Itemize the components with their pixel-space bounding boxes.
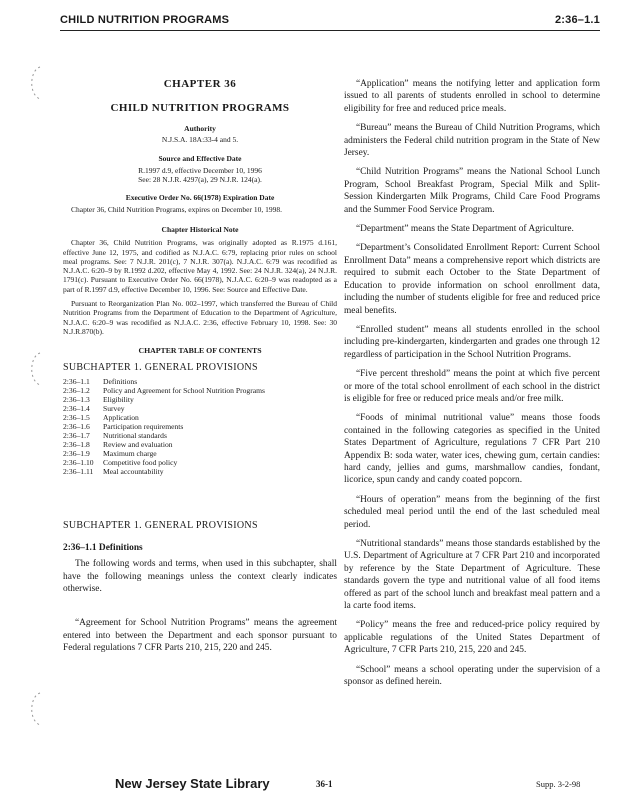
section-heading: 2:36–1.1 Definitions (63, 543, 143, 554)
supplement-date: Supp. 3-2-98 (536, 779, 581, 789)
definition-paragraph: “Department’s Consolidated Enrollment Report: Current School Enrollment Data” means a comprehensive report which districts are required to submit each October to the State Department of Education to provide information on school enrollment data, including the number of students eligible for free and reduced price meal benefits. (344, 243, 600, 316)
executive-order-heading: Executive Order No. 66(1978) Expiration Date (125, 193, 275, 202)
toc-entry[interactable]: 2:36–1.10 Competitive food policy (63, 458, 178, 468)
authority-text: N.J.S.A. 18A:33-4 and 5. (161, 135, 239, 144)
executive-order-text: Chapter 36, Child Nutrition Programs, expires on December 10, 1998. (71, 205, 283, 214)
binder-hole-mark (24, 690, 48, 728)
toc-entry[interactable]: 2:36–1.9 Maximum charge (63, 449, 157, 459)
binder-hole-mark (24, 350, 48, 388)
definition-paragraph: “Agreement for School Nutrition Programs” means the agreement entered into between the Department and each sponsor pursuant to Federal regulations 7 CFR Parts 210, 215, 220 and 245. (63, 618, 337, 654)
toc-subchapter-heading: SUBCHAPTER 1. GENERAL PROVISIONS (63, 362, 258, 374)
toc-entry[interactable]: 2:36–1.5 Application (63, 413, 139, 423)
toc-entry[interactable]: 2:36–1.1 Definitions (63, 377, 138, 387)
running-header-section: 2:36–1.1 (554, 14, 600, 26)
subchapter-heading: SUBCHAPTER 1. GENERAL PROVISIONS (63, 520, 258, 532)
toc-entry[interactable]: 2:36–1.4 Survey (63, 404, 125, 414)
toc-entry[interactable]: 2:36–1.8 Review and evaluation (63, 440, 173, 450)
toc-entry[interactable]: 2:36–1.7 Nutritional standards (63, 431, 167, 441)
toc-entry[interactable]: 2:36–1.6 Participation requirements (63, 422, 184, 432)
toc-entry[interactable]: 2:36–1.11 Meal accountability (63, 467, 164, 477)
definition-paragraph: “Policy” means the free and reduced-price policy required by applicable regulations of the United States Department of Agriculture, 7 CFR Parts 210, 215, 220 and 245. (344, 620, 600, 656)
historical-note-paragraph: Chapter 36, Child Nutrition Programs, was originally adopted as R.1975 d.161, effective June 12, 1975, and codified as N.J.A.C. 6:79, replacing prior rules on school meal programs. See: 7 N.J.R. 201(c), 7 N.J.R. 307(a). N.J.A.C. 6:79 was recodified as N.J.A.C. 6:20–9 by R.1992 d.202, effective May 4, 1992. See: 24 N.J.R. 324(a), 24 N.J.R. 1791(c). Pursuant to Executive Order No. 66(1978), N.J.A.C. 6:20–9 was readopted as a part of R.1997 d.9, effective December 10, 1996. See: Source and Effective Date. (63, 238, 337, 294)
toc-title: CHAPTER TABLE OF CONTENTS (138, 346, 262, 356)
toc-entry[interactable]: 2:36–1.3 Eligibility (63, 395, 134, 405)
definition-paragraph: “Department” means the State Department of Agriculture. (356, 224, 574, 235)
definition-paragraph: “Nutritional standards” means those standards established by the U.S. Department of Agriculture at 7 CFR Part 210 and incorporated by reference by the State Department of Agriculture. These standards govern the type and nutritional value of all food items offered as part of the school lunch and breakfast meal pattern and a la carte food items. (344, 539, 600, 612)
definitions-intro: The following words and terms, when used in this subchapter, shall have the following meanings unless the context clearly indicates otherwise. (63, 559, 337, 595)
definition-paragraph: “School” means a school operating under the supervision of a sponsor as defined herein. (344, 664, 600, 688)
chapter-title: CHILD NUTRITION PROGRAMS (110, 102, 290, 114)
left-column (63, 50, 337, 655)
historical-note-heading: Chapter Historical Note (161, 225, 239, 235)
toc-table (63, 377, 265, 476)
header-rule (60, 30, 600, 31)
historical-note-paragraph: Pursuant to Reorganization Plan No. 002–1997, which transferred the Bureau of Child Nutrition Programs from the Department of Education to the Department of Agriculture, N.J.A.C. 6:20–9 was recodified as N.J.A.C. 2:36, effective February 10, 1998. See: 30 N.J.R.870(b). (63, 299, 337, 336)
definition-paragraph: “Five percent threshold” means the point at which five percent or more of the total school enrollment of each school in the district is eligible for free or reduced price meals and/or free milk. (344, 369, 600, 404)
authority-heading: Authority (184, 124, 216, 133)
library-stamp: New Jersey State Library (115, 776, 270, 791)
chapter-label: CHAPTER 36 (163, 78, 237, 90)
source-line-1: R.1997 d.9, effective December 10, 1996 (138, 166, 262, 175)
definition-paragraph: “Foods of minimal nutritional value” means those foods contained in the following categories as specified in the United States Department of Agriculture, regulations 7 CFR Part 210 Appendix B: soda water, water ices, chewing gum, certain candies: hard candy, jellies and gums, marshmallow candies, fondant, licorice, spun candy and candy coated popcorn. (344, 413, 600, 486)
right-column (344, 50, 600, 688)
running-header-title: CHILD NUTRITION PROGRAMS (60, 14, 230, 26)
definition-paragraph: “Child Nutrition Programs” means the National School Lunch Program, School Breakfast Program, Special Milk and Split-Session Kindergarten Milk Programs, Child Care Food Programs and the Summer Food Service Program. (344, 167, 600, 215)
page-number: 36-1 (316, 779, 333, 789)
definition-paragraph: “Bureau” means the Bureau of Child Nutrition Programs, which administers the Federal child nutrition program in the State of New Jersey. (344, 123, 600, 159)
source-heading: Source and Effective Date (158, 154, 242, 163)
binder-hole-mark (24, 64, 48, 102)
definition-paragraph: “Enrolled student” means all students enrolled in the school including pre-kindergarten, kindergarten and grades one through 12 regardless of participation in the School Nutrition Programs. (344, 324, 600, 360)
definition-paragraph: “Hours of operation” means from the beginning of the first scheduled meal period until the end of the last scheduled meal period. (344, 494, 600, 530)
source-line-2: See: 28 N.J.R. 4297(a), 29 N.J.R. 124(a). (138, 175, 262, 184)
definition-paragraph: “Application” means the notifying letter and application form issued to all parents of students enrolled in school to determine eligibility for free and reduced price meals. (344, 79, 600, 114)
toc-entry[interactable]: 2:36–1.2 Policy and Agreement for School Nutrition Programs (63, 386, 265, 396)
